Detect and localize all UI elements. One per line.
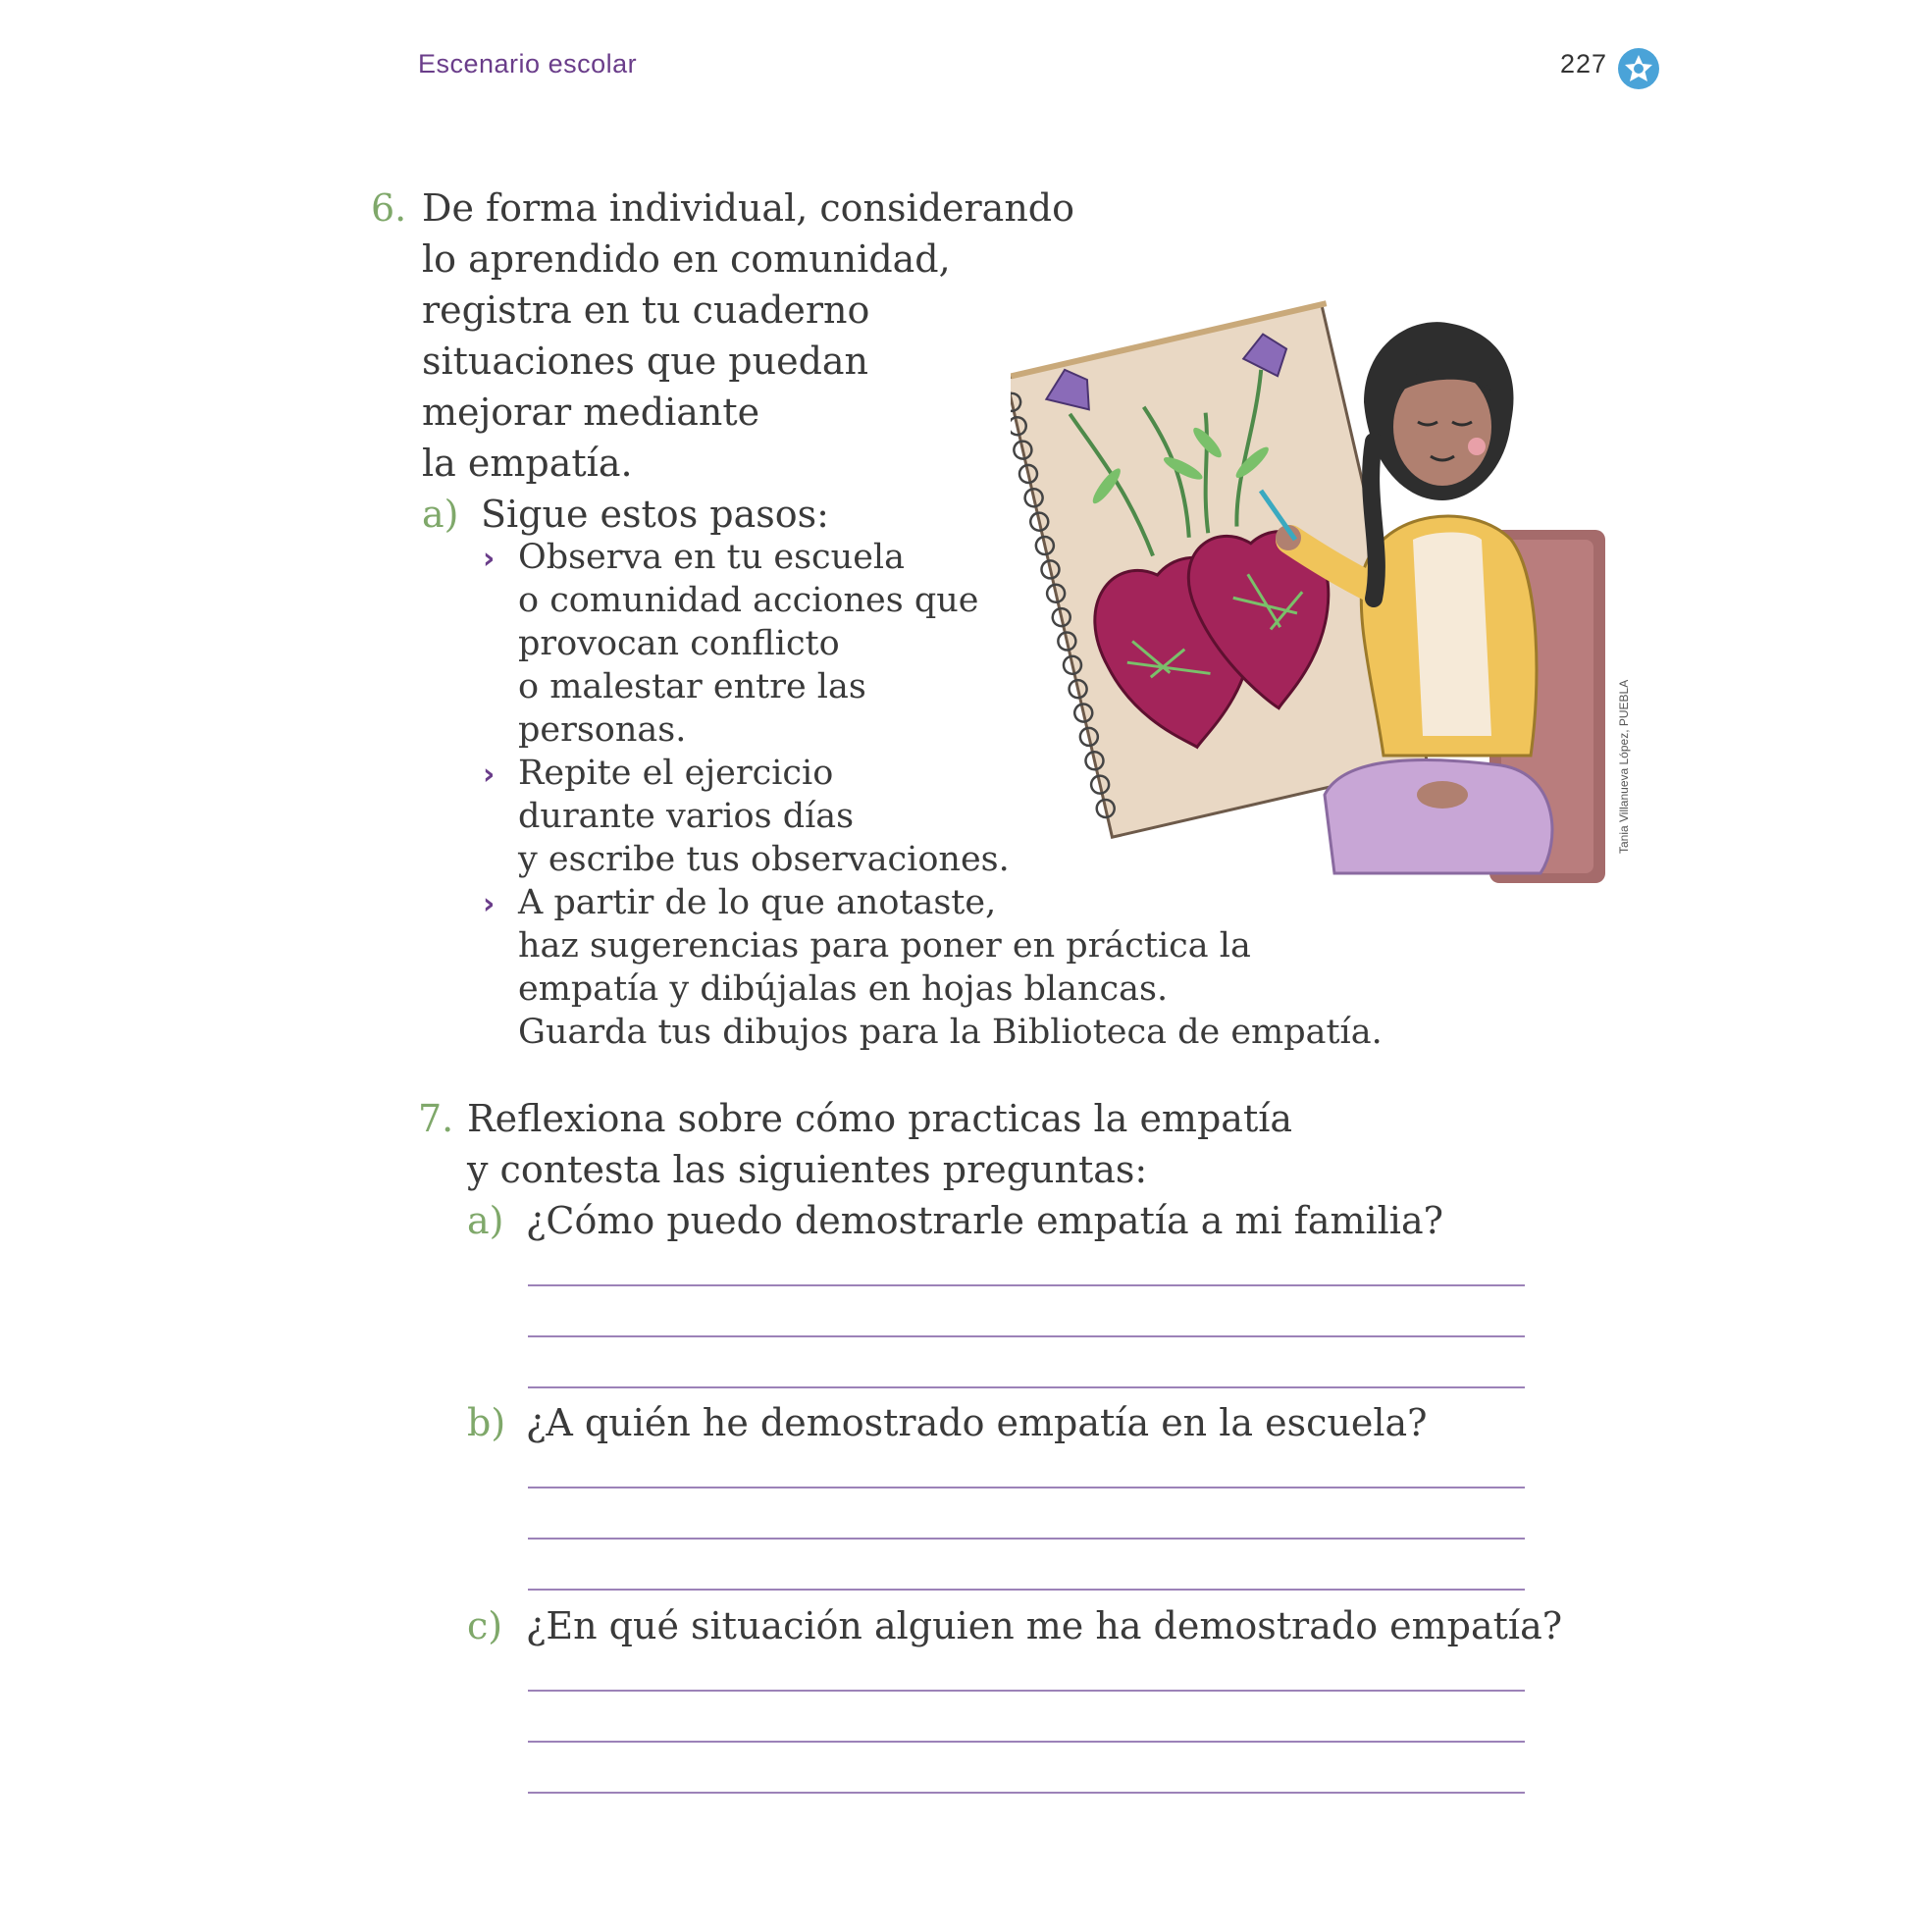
bullet-3-line: empatía y dibújalas en hojas blancas. (518, 969, 1169, 1009)
q7b-text: ¿A quién he demostrado empatía en la escuela? (526, 1401, 1428, 1444)
bullet-1-line: provocan conflicto (518, 624, 840, 663)
answer-line[interactable] (528, 1792, 1525, 1794)
answer-line[interactable] (528, 1284, 1525, 1286)
q7-line: Reflexiona sobre cómo practicas la empatía (467, 1097, 1293, 1140)
star-badge-icon (1617, 47, 1660, 90)
question-6-number: 6. (371, 186, 407, 230)
bullet-1-line: o malestar entre las (518, 667, 866, 706)
answer-line[interactable] (528, 1538, 1525, 1540)
bullet-1-line: Observa en tu escuela (518, 538, 905, 577)
bullet-2-line: y escribe tus observaciones. (518, 840, 1010, 879)
q7a-label: a) (467, 1199, 504, 1242)
q7b-label: b) (467, 1401, 506, 1444)
q6-line: registra en tu cuaderno (422, 288, 870, 332)
answer-line[interactable] (528, 1487, 1525, 1488)
q7a-text: ¿Cómo puedo demostrarle empatía a mi familia? (526, 1199, 1443, 1242)
q6-line: situaciones que puedan (422, 339, 869, 383)
answer-line[interactable] (528, 1386, 1525, 1388)
bullet-2-line: durante varios días (518, 797, 855, 836)
q7c-text: ¿En qué situación alguien me ha demostrado empatía? (526, 1604, 1563, 1647)
illustration-credit: Tania Villanueva López, PUEBLA (1617, 679, 1631, 854)
bullet-arrow-icon: › (483, 887, 496, 921)
q6-line: De forma individual, considerando (422, 186, 1074, 230)
answer-line[interactable] (528, 1589, 1525, 1591)
q7-line: y contesta las siguientes preguntas: (467, 1148, 1148, 1191)
answer-line[interactable] (528, 1741, 1525, 1743)
q6-line: la empatía. (422, 442, 633, 485)
bullet-1-line: o comunidad acciones que (518, 581, 979, 620)
bullet-3-line: A partir de lo que anotaste, (518, 883, 997, 922)
answer-line[interactable] (528, 1335, 1525, 1337)
bullet-3-line: haz sugerencias para poner en práctica la (518, 926, 1251, 966)
q7c-label: c) (467, 1604, 503, 1647)
q6a-label: a) (422, 493, 459, 536)
bullet-1-line: personas. (518, 710, 687, 750)
girl-drawing-hearts-illustration (1011, 245, 1639, 893)
bullet-arrow-icon: › (483, 757, 496, 792)
answer-line[interactable] (528, 1690, 1525, 1692)
bullet-arrow-icon: › (483, 542, 496, 576)
q6a-text: Sigue estos pasos: (481, 493, 829, 536)
question-7-number: 7. (418, 1097, 454, 1140)
bullet-3-line: Guarda tus dibujos para la Biblioteca de empatía. (518, 1013, 1383, 1052)
q6-line: mejorar mediante (422, 391, 760, 434)
section-title: Escenario escolar (418, 49, 638, 78)
bullet-2-line: Repite el ejercicio (518, 754, 834, 793)
q6-line: lo aprendido en comunidad, (422, 237, 951, 281)
page-number: 227 (1560, 49, 1608, 78)
